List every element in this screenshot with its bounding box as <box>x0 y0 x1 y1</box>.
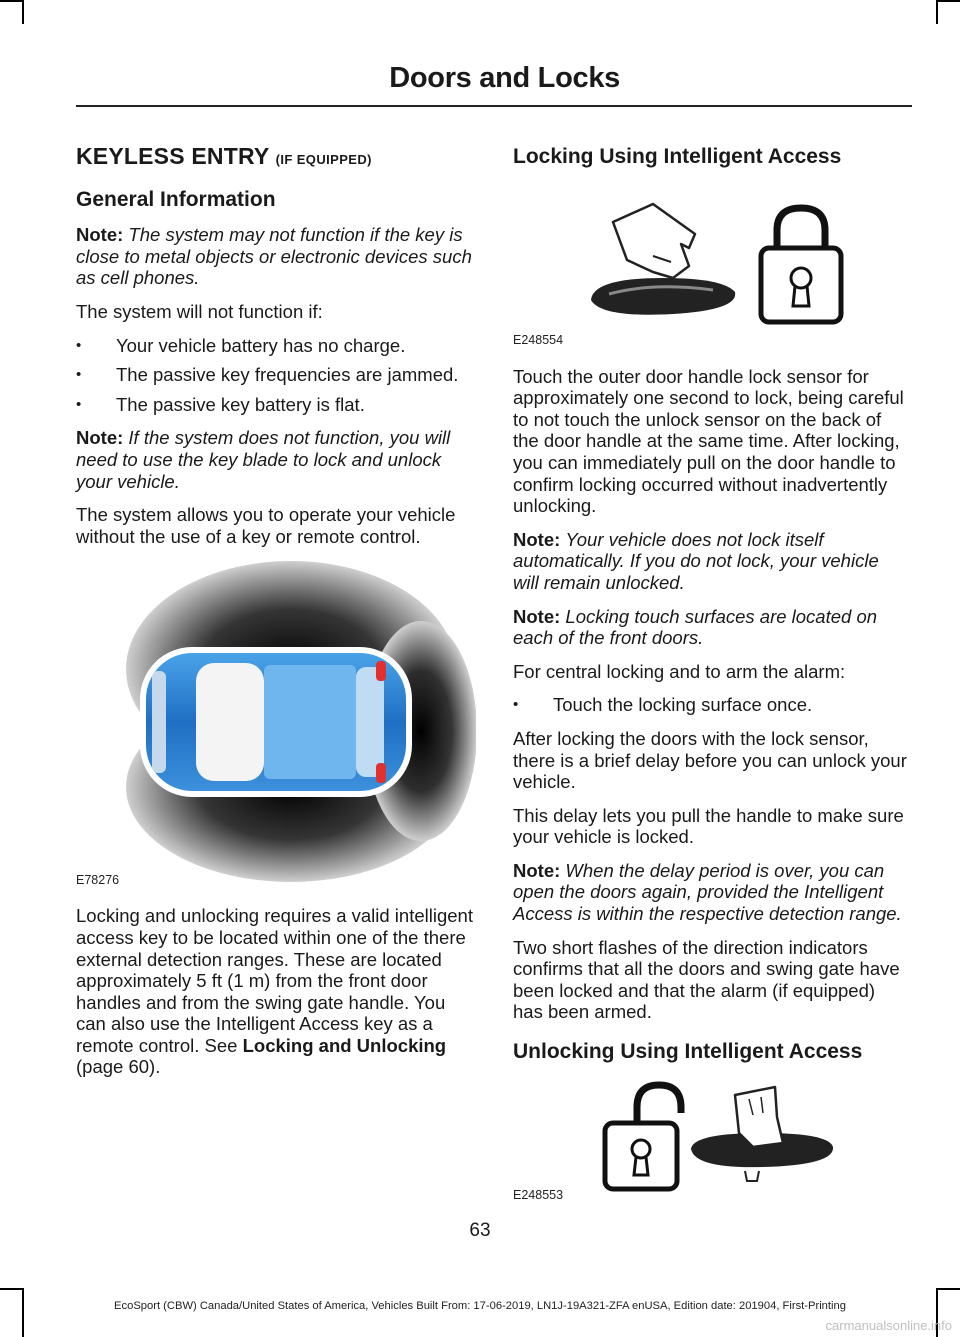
crop-mark <box>0 0 24 2</box>
central-locking-paragraph: For central locking and to arm the alarm: <box>513 660 846 682</box>
car-windshield <box>196 663 264 781</box>
header-divider <box>76 105 912 107</box>
detection-range-figure <box>76 559 476 891</box>
car-rear-window <box>356 667 384 777</box>
crop-mark <box>0 1288 24 1290</box>
note-label: Note: <box>513 605 561 627</box>
note-text: The system may not function if the key is close to metal objects or electronic devices such as cell phones. <box>76 224 472 289</box>
crop-mark <box>22 1288 24 1337</box>
watermark: carmanualsonline.info <box>825 1318 952 1333</box>
list-item: • The passive key battery is flat. <box>76 394 476 416</box>
cross-reference-link[interactable]: Locking and Unlocking <box>242 1034 447 1056</box>
section-title-text: KEYLESS ENTRY <box>76 143 270 169</box>
note-label: Note: <box>76 427 124 449</box>
unlock-sensor-illustration <box>513 1077 909 1193</box>
note-label: Note: <box>76 224 124 246</box>
intro-paragraph: The system will not function if: <box>76 300 323 322</box>
note-label: Note: <box>513 859 561 881</box>
edition-footer: EcoSport (CBW) Canada/United States of America, Vehicles Built From: 17-06-2019, LN1J-19A321-ZFA enUSA, Edition date: 201904, First-Printing <box>114 1300 846 1312</box>
indicator-flash-paragraph: Two short flashes of the direction indicators confirms that all the doors and swing gate have been locked and that the alarm (if equipped) has been armed. <box>513 936 900 1023</box>
hand-icon <box>613 204 695 278</box>
figure-code: E78276 <box>76 872 120 887</box>
heading-locking: Locking Using Intelligent Access <box>513 145 842 168</box>
door-handle-shape <box>591 278 735 315</box>
note-metal-objects <box>76 224 476 289</box>
detection-range-text: Locking and unlocking requires a valid intelligent access key to be located within one of the there external detection ranges. These are located approximately 5 ft (1 m) from the front door handles and from the swing gate handle. You can also use the Intelligent Access key as a remote control. See <box>76 905 473 1056</box>
note-text: Your vehicle does not lock itself automatically. If you do not lock, your vehicle will remain unlocked. <box>513 528 879 593</box>
conditions-list <box>76 335 476 416</box>
lock-sensor-illustration <box>513 182 909 332</box>
figure-code: E248553 <box>513 1188 564 1203</box>
note-touch-surfaces <box>513 606 909 649</box>
section-title-suffix: (IF EQUIPPED) <box>275 152 372 167</box>
crop-mark <box>936 1288 960 1290</box>
crop-mark <box>936 0 960 2</box>
figure-code: E248554 <box>513 333 564 347</box>
locking-paragraph: Touch the outer door handle lock sensor for approximately one second to lock, being careful to not touch the unlock sensor on the back of the door handle at the same time. After locking, you can immediately pull on the door handle to confirm locking occurred without inadvertently unlocking. <box>513 365 904 517</box>
delay-paragraph: After locking the doors with the lock sensor, there is a brief delay before you can unlock your vehicle. <box>513 727 907 793</box>
crop-mark <box>936 0 938 24</box>
car-roof <box>264 665 356 779</box>
heading-unlocking: Unlocking Using Intelligent Access <box>513 1040 863 1064</box>
unlocking-figure <box>513 1077 909 1207</box>
note-text: When the delay period is over, you can open the doors again, provided the Intelligent Access is within the respective detection range. <box>513 859 902 925</box>
note-text: If the system does not function, you will need to use the key blade to lock and unlock your vehicle. <box>76 427 451 492</box>
note-no-auto-lock <box>513 529 909 594</box>
page-title: Doors and Locks <box>389 62 620 94</box>
subheading-general-information: General Information <box>76 187 276 211</box>
central-locking-list <box>513 694 909 716</box>
right-column <box>513 140 909 1221</box>
note-text: Locking touch surfaces are located on each of the front doors. <box>513 605 878 649</box>
system-paragraph: The system allows you to operate your vehicle without the use of a key or remote control. <box>76 504 456 547</box>
locking-figure <box>513 182 909 352</box>
page-reference: (page 60). <box>76 1056 161 1078</box>
list-item: • Touch the locking surface once. <box>513 694 909 716</box>
note-label: Note: <box>513 528 561 550</box>
lock-icon <box>761 208 841 322</box>
note-key-blade <box>76 427 476 492</box>
note-delay-over <box>513 860 909 925</box>
section-title <box>76 143 476 171</box>
list-item: • Your vehicle battery has no charge. <box>76 335 476 357</box>
left-column <box>76 140 476 1090</box>
crop-mark <box>22 0 24 24</box>
delay-purpose-paragraph: This delay lets you pull the handle to make sure your vehicle is locked. <box>513 804 904 848</box>
vehicle-detection-illustration <box>76 559 476 891</box>
page-number: 63 <box>469 1220 491 1241</box>
list-item: • The passive key frequencies are jammed. <box>76 364 476 386</box>
unlock-icon <box>605 1085 681 1189</box>
detection-range-paragraph <box>76 905 476 1078</box>
